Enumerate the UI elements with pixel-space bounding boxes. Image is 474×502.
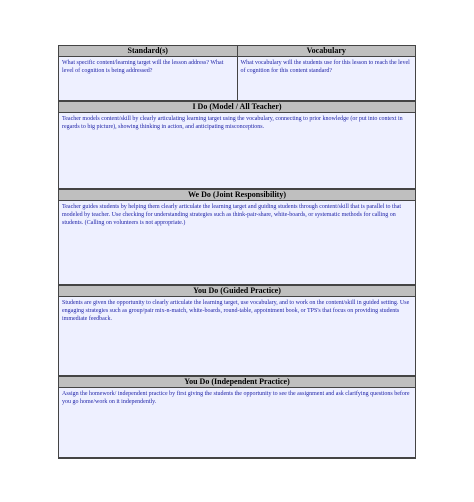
you-do-independent-text[interactable]: Assign the homework/ independent practice by first giving the students the opportunity to see the assignment and ask clarifying questions before you go home/work on it independently.: [58, 388, 416, 458]
you-do-guided-text[interactable]: Students are given the opportunity to clearly articulate the learning target, use vocabulary, and to work on the content/skill in guided setting. Use engaging strategies such as group/pair mix-n-match, white-boards, round-table, appointment book, or TPS's that focus on providing students immediate feedback.: [58, 297, 416, 376]
standards-vocabulary-header: [58, 45, 416, 57]
we-do-text[interactable]: Teacher guides students by helping them clearly articulate the learning target and guiding students through content/skill that is parallel to that modeled by teacher. Use checking for understanding strategies such as think-pair-share, white-boards, or systematic methods for calling on students. (Calling on volunteers is not appropriate.): [58, 201, 416, 285]
we-do-heading: We Do (Joint Responsibility): [58, 189, 416, 201]
you-do-independent-heading: You Do (Independent Practice): [58, 376, 416, 388]
you-do-guided-heading: You Do (Guided Practice): [58, 285, 416, 297]
bottom-border: [58, 458, 416, 459]
i-do-heading: I Do (Model / All Teacher): [58, 101, 416, 113]
standards-vocabulary-body: [58, 57, 416, 101]
vocabulary-heading: Vocabulary: [306, 46, 346, 55]
standards-text[interactable]: What specific content/learning target will the lesson address? What level of cognition is being addressed?: [59, 57, 238, 100]
standards-heading: Standard(s): [59, 46, 238, 56]
vocabulary-text[interactable]: What vocabulary will the students use for this lesson to reach the level of cognition for this content standard?: [240, 60, 410, 74]
i-do-text[interactable]: Teacher models content/skill by clearly articulating learning target using the vocabulary, connecting to prior knowledge (or put into context in regards to big picture), showing thinking in action, and anticipating misconceptions.: [58, 113, 416, 189]
